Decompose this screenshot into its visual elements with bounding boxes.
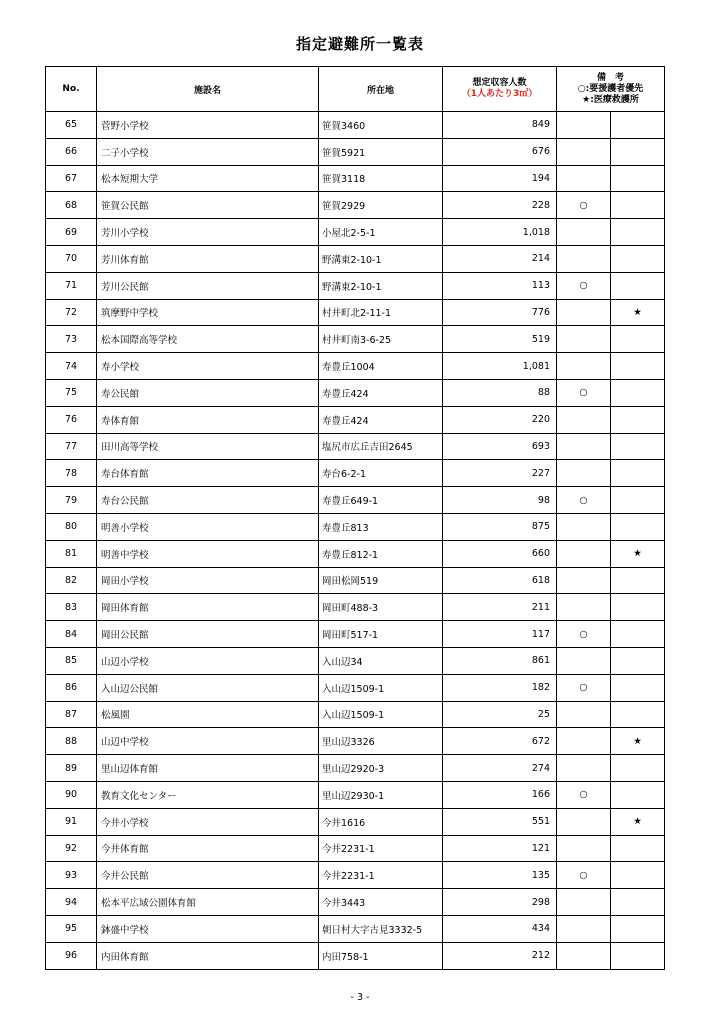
row-priority-mark	[557, 165, 611, 192]
row-no: 66	[46, 138, 97, 165]
row-priority-mark	[557, 353, 611, 380]
row-medical-mark	[611, 219, 665, 246]
row-address: 今井3443	[319, 889, 443, 916]
row-facility-name: 山辺小学校	[97, 647, 319, 674]
row-no: 82	[46, 567, 97, 594]
row-no: 76	[46, 406, 97, 433]
table-row	[46, 299, 665, 326]
table-row	[46, 701, 665, 728]
row-capacity: 434	[443, 915, 557, 942]
table-row	[46, 192, 665, 219]
row-priority-mark	[557, 647, 611, 674]
row-priority-mark	[557, 567, 611, 594]
table-row	[46, 862, 665, 889]
header-remarks-legend-star: ★:医療救護所	[582, 94, 639, 105]
table-row	[46, 460, 665, 487]
row-capacity: 519	[443, 326, 557, 353]
row-no: 71	[46, 272, 97, 299]
row-medical-mark	[611, 513, 665, 540]
row-capacity: 849	[443, 112, 557, 139]
row-medical-mark	[611, 701, 665, 728]
table-row	[46, 326, 665, 353]
table-row	[46, 513, 665, 540]
row-medical-mark	[611, 487, 665, 514]
row-address: 寿豊丘424	[319, 379, 443, 406]
row-facility-name: 鉢盛中学校	[97, 915, 319, 942]
table-row	[46, 165, 665, 192]
row-capacity: 211	[443, 594, 557, 621]
row-address: 里山辺2930-1	[319, 781, 443, 808]
row-address: 里山辺3326	[319, 728, 443, 755]
row-medical-mark	[611, 755, 665, 782]
row-facility-name: 明善中学校	[97, 540, 319, 567]
row-no: 89	[46, 755, 97, 782]
row-facility-name: 寿台体育館	[97, 460, 319, 487]
table-row	[46, 674, 665, 701]
row-capacity: 274	[443, 755, 557, 782]
row-medical-mark	[611, 192, 665, 219]
row-medical-mark	[611, 245, 665, 272]
table-row	[46, 889, 665, 916]
row-address: 小屋北2-5-1	[319, 219, 443, 246]
row-no: 79	[46, 487, 97, 514]
header-name: 施設名	[97, 67, 319, 112]
row-capacity: 88	[443, 379, 557, 406]
row-priority-mark	[557, 915, 611, 942]
table-row	[46, 245, 665, 272]
table-row	[46, 728, 665, 755]
row-facility-name: 田川高等学校	[97, 433, 319, 460]
page-title: 指定避難所一覧表	[295, 35, 424, 53]
row-address: 里山辺2920-3	[319, 755, 443, 782]
table-row	[46, 647, 665, 674]
row-medical-mark: ★	[611, 299, 665, 326]
table-row	[46, 433, 665, 460]
row-address: 入山辺34	[319, 647, 443, 674]
row-no: 83	[46, 594, 97, 621]
row-medical-mark	[611, 567, 665, 594]
table-row	[46, 781, 665, 808]
row-priority-mark: ○	[557, 272, 611, 299]
row-address: 入山辺1509-1	[319, 701, 443, 728]
row-no: 95	[46, 915, 97, 942]
row-facility-name: 芳川体育館	[97, 245, 319, 272]
row-capacity: 98	[443, 487, 557, 514]
row-address: 今井2231-1	[319, 835, 443, 862]
row-priority-mark	[557, 138, 611, 165]
row-medical-mark	[611, 647, 665, 674]
row-capacity: 117	[443, 621, 557, 648]
row-address: 寿豊丘813	[319, 513, 443, 540]
row-address: 岡田町488-3	[319, 594, 443, 621]
row-capacity: 776	[443, 299, 557, 326]
row-priority-mark	[557, 433, 611, 460]
row-medical-mark: ★	[611, 728, 665, 755]
header-address: 所在地	[319, 67, 443, 112]
row-address: 寿台6-2-1	[319, 460, 443, 487]
row-medical-mark	[611, 915, 665, 942]
row-no: 72	[46, 299, 97, 326]
row-priority-mark: ○	[557, 192, 611, 219]
row-medical-mark	[611, 862, 665, 889]
row-medical-mark	[611, 835, 665, 862]
row-address: 寿豊丘812-1	[319, 540, 443, 567]
row-facility-name: 芳川公民館	[97, 272, 319, 299]
table-header-row	[46, 67, 665, 112]
header-capacity-note: （1人あたり3㎡）	[461, 89, 538, 99]
row-no: 74	[46, 353, 97, 380]
row-no: 87	[46, 701, 97, 728]
row-address: 野溝東2-10-1	[319, 272, 443, 299]
row-priority-mark	[557, 755, 611, 782]
row-priority-mark	[557, 406, 611, 433]
row-facility-name: 山辺中学校	[97, 728, 319, 755]
row-no: 73	[46, 326, 97, 353]
row-no: 70	[46, 245, 97, 272]
row-capacity: 672	[443, 728, 557, 755]
row-capacity: 166	[443, 781, 557, 808]
row-address: 笹賀3460	[319, 112, 443, 139]
row-address: 笹賀3118	[319, 165, 443, 192]
row-facility-name: 内田体育館	[97, 942, 319, 969]
row-medical-mark	[611, 326, 665, 353]
row-address: 村井町北2-11-1	[319, 299, 443, 326]
row-facility-name: 今井小学校	[97, 808, 319, 835]
row-capacity: 212	[443, 942, 557, 969]
row-no: 77	[46, 433, 97, 460]
table-row	[46, 835, 665, 862]
row-priority-mark	[557, 540, 611, 567]
row-capacity: 220	[443, 406, 557, 433]
row-capacity: 214	[443, 245, 557, 272]
row-no: 68	[46, 192, 97, 219]
row-capacity: 693	[443, 433, 557, 460]
row-address: 笹賀2929	[319, 192, 443, 219]
row-facility-name: 今井体育館	[97, 835, 319, 862]
header-capacity	[443, 67, 557, 112]
row-priority-mark	[557, 460, 611, 487]
table-row	[46, 567, 665, 594]
table-row	[46, 379, 665, 406]
row-medical-mark: ★	[611, 808, 665, 835]
row-facility-name: 入山辺公民館	[97, 674, 319, 701]
row-no: 81	[46, 540, 97, 567]
row-address: 村井町南3-6-25	[319, 326, 443, 353]
row-capacity: 861	[443, 647, 557, 674]
row-facility-name: 芳川小学校	[97, 219, 319, 246]
row-priority-mark	[557, 299, 611, 326]
header-remarks	[557, 67, 665, 112]
row-facility-name: 松本平広域公園体育館	[97, 889, 319, 916]
row-facility-name: 寿台公民館	[97, 487, 319, 514]
row-priority-mark: ○	[557, 379, 611, 406]
row-priority-mark: ○	[557, 862, 611, 889]
row-priority-mark	[557, 513, 611, 540]
row-facility-name: 筑摩野中学校	[97, 299, 319, 326]
row-facility-name: 松本国際高等学校	[97, 326, 319, 353]
row-facility-name: 寿公民館	[97, 379, 319, 406]
row-medical-mark	[611, 406, 665, 433]
row-capacity: 676	[443, 138, 557, 165]
row-capacity: 182	[443, 674, 557, 701]
row-address: 今井1616	[319, 808, 443, 835]
row-address: 笹賀5921	[319, 138, 443, 165]
row-facility-name: 岡田公民館	[97, 621, 319, 648]
row-capacity: 121	[443, 835, 557, 862]
table-row	[46, 219, 665, 246]
header-remarks-legend-circle: ○:要援護者優先	[577, 83, 644, 94]
row-capacity: 660	[443, 540, 557, 567]
row-medical-mark	[611, 889, 665, 916]
table-row	[46, 487, 665, 514]
row-capacity: 618	[443, 567, 557, 594]
row-priority-mark	[557, 112, 611, 139]
row-no: 91	[46, 808, 97, 835]
row-capacity: 228	[443, 192, 557, 219]
row-medical-mark	[611, 272, 665, 299]
table-body	[46, 112, 665, 970]
row-facility-name: 里山辺体育館	[97, 755, 319, 782]
row-facility-name: 松本短期大学	[97, 165, 319, 192]
row-medical-mark	[611, 621, 665, 648]
row-capacity: 875	[443, 513, 557, 540]
row-capacity: 298	[443, 889, 557, 916]
row-priority-mark	[557, 326, 611, 353]
row-no: 94	[46, 889, 97, 916]
row-facility-name: 笹賀公民館	[97, 192, 319, 219]
row-capacity: 113	[443, 272, 557, 299]
row-facility-name: 岡田小学校	[97, 567, 319, 594]
row-medical-mark	[611, 942, 665, 969]
row-facility-name: 二子小学校	[97, 138, 319, 165]
table-row	[46, 138, 665, 165]
row-address: 寿豊丘1004	[319, 353, 443, 380]
row-priority-mark: ○	[557, 621, 611, 648]
row-priority-mark	[557, 942, 611, 969]
shelter-table	[45, 66, 665, 970]
header-capacity-label: 想定収容人数	[472, 78, 527, 88]
row-address: 入山辺1509-1	[319, 674, 443, 701]
row-medical-mark: ★	[611, 540, 665, 567]
row-medical-mark	[611, 781, 665, 808]
row-capacity: 135	[443, 862, 557, 889]
row-address: 今井2231-1	[319, 862, 443, 889]
table-row	[46, 406, 665, 433]
row-address: 朝日村大字古見3332-5	[319, 915, 443, 942]
row-no: 67	[46, 165, 97, 192]
row-facility-name: 寿体育館	[97, 406, 319, 433]
row-no: 85	[46, 647, 97, 674]
row-address: 寿豊丘649-1	[319, 487, 443, 514]
row-facility-name: 岡田体育館	[97, 594, 319, 621]
row-no: 80	[46, 513, 97, 540]
table-row	[46, 272, 665, 299]
row-priority-mark	[557, 835, 611, 862]
row-address: 塩尻市広丘吉田2645	[319, 433, 443, 460]
row-address: 寿豊丘424	[319, 406, 443, 433]
row-address: 野溝東2-10-1	[319, 245, 443, 272]
row-priority-mark	[557, 889, 611, 916]
row-priority-mark: ○	[557, 781, 611, 808]
table-row	[46, 353, 665, 380]
row-priority-mark: ○	[557, 674, 611, 701]
row-no: 65	[46, 112, 97, 139]
row-priority-mark	[557, 594, 611, 621]
row-no: 96	[46, 942, 97, 969]
row-medical-mark	[611, 353, 665, 380]
row-address: 岡田松岡519	[319, 567, 443, 594]
row-no: 88	[46, 728, 97, 755]
page-number: - 3 -	[350, 992, 370, 1003]
row-address: 岡田町517-1	[319, 621, 443, 648]
row-capacity: 25	[443, 701, 557, 728]
row-facility-name: 松風園	[97, 701, 319, 728]
row-priority-mark	[557, 808, 611, 835]
row-medical-mark	[611, 433, 665, 460]
table-row	[46, 621, 665, 648]
table-row	[46, 942, 665, 969]
row-priority-mark	[557, 219, 611, 246]
row-no: 75	[46, 379, 97, 406]
row-facility-name: 明善小学校	[97, 513, 319, 540]
row-no: 93	[46, 862, 97, 889]
row-capacity: 227	[443, 460, 557, 487]
table-row	[46, 594, 665, 621]
row-priority-mark: ○	[557, 487, 611, 514]
table-row	[46, 915, 665, 942]
table-row	[46, 540, 665, 567]
row-facility-name: 寿小学校	[97, 353, 319, 380]
row-medical-mark	[611, 674, 665, 701]
row-priority-mark	[557, 728, 611, 755]
row-capacity: 1,081	[443, 353, 557, 380]
table-row	[46, 808, 665, 835]
row-capacity: 194	[443, 165, 557, 192]
row-facility-name: 菅野小学校	[97, 112, 319, 139]
row-no: 69	[46, 219, 97, 246]
row-medical-mark	[611, 379, 665, 406]
row-medical-mark	[611, 112, 665, 139]
row-medical-mark	[611, 138, 665, 165]
header-no: No.	[46, 67, 97, 112]
row-no: 78	[46, 460, 97, 487]
row-medical-mark	[611, 594, 665, 621]
row-facility-name: 今井公民館	[97, 862, 319, 889]
row-no: 86	[46, 674, 97, 701]
row-address: 内田758-1	[319, 942, 443, 969]
table-row	[46, 112, 665, 139]
row-no: 90	[46, 781, 97, 808]
row-capacity: 1,018	[443, 219, 557, 246]
row-no: 92	[46, 835, 97, 862]
row-medical-mark	[611, 460, 665, 487]
row-priority-mark	[557, 245, 611, 272]
row-no: 84	[46, 621, 97, 648]
header-remarks-label: 備 考	[596, 72, 624, 83]
row-priority-mark	[557, 701, 611, 728]
row-medical-mark	[611, 165, 665, 192]
row-capacity: 551	[443, 808, 557, 835]
row-facility-name: 教育文化センター	[97, 781, 319, 808]
table-row	[46, 755, 665, 782]
